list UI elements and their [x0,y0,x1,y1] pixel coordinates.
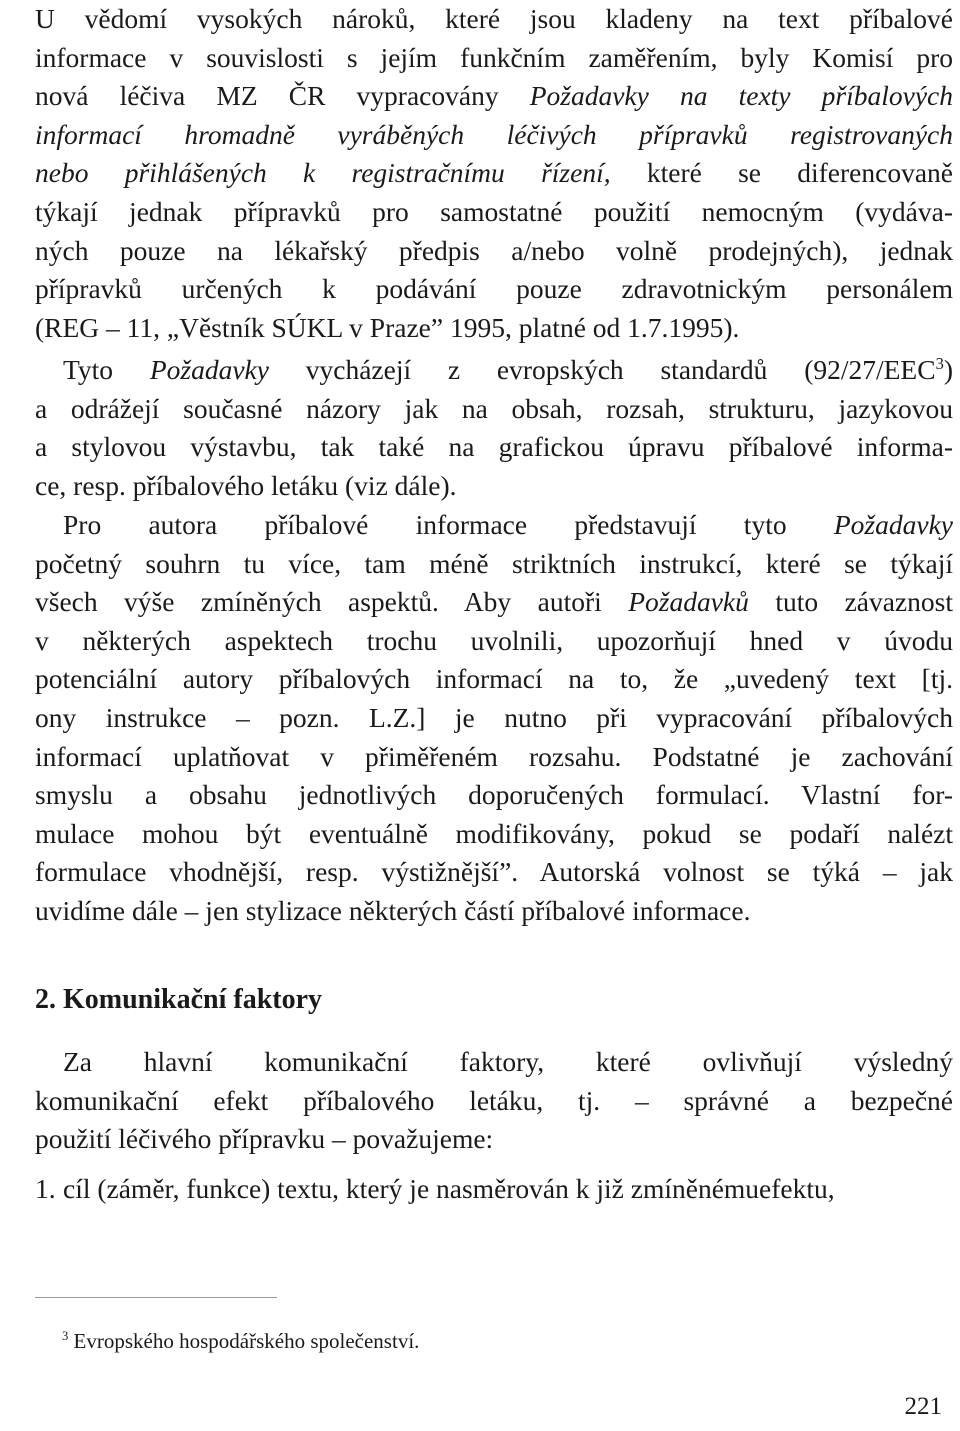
text-line: informace v souvislosti s jejím funkčním zaměřením, byly Komisí pro [35,41,953,73]
text-line: Tyto Požadavky vycházejí z evropských standardů (92/27/EEC$^3$) [63,353,953,385]
paragraph-4 [35,1043,953,1159]
text-line: přípravků určených k podávání pouze zdravotnickým personálem [35,273,953,305]
text-line: potenciální autory příbalových informací na to, že „uvedený text [tj. [35,663,953,695]
text-line: U vědomí vysokých nároků, které jsou kladeny na text příbalové [35,3,953,34]
text-line: Za hlavní komunikační faktory, které ovlivňují výsledný [63,1046,953,1077]
paragraph-1 [35,0,953,347]
footnote-divider [35,1297,277,1298]
text-line: ných pouze na lékařský předpis a/nebo volně prodejných), jednak [35,234,953,266]
text-line: a stylovou výstavbu, tak také na grafickou úpravu příbalové informa- [35,431,953,463]
text-line: smyslu a obsahu jednotlivých doporučených formulací. Vlastní for- [35,779,953,811]
footnote [62,1328,419,1354]
text-line: ce, resp. příbalového letáku (viz dále). [35,469,457,501]
text-line: použití léčivého přípravku – považujeme: [35,1123,494,1155]
text-line: početný souhrn tu více, tam méně striktních instrukcí, které se týkají [35,547,953,579]
text-line: a odrážejí současné názory jak na obsah, rozsah, strukturu, jazykovou [35,392,953,424]
footnote-reference: 3 [935,353,944,373]
paragraph-3 [35,506,953,931]
text-line: efektu, [759,1173,835,1204]
text-line: cíl (záměr, funkce) textu, který je nasměrován k již zmíněnému [63,1173,760,1204]
text-line: Pro autora příbalové informace představují tyto Požadavky [63,509,953,540]
list-item-number: 1. [35,1173,56,1204]
text-line: týkají jednak přípravků pro samostatné použití nemocným (vydáva- [35,195,953,227]
text-line: nová léčiva MZ ČR vypracovány Požadavky na texty příbalových [35,80,953,112]
footnote-text: Evropského hospodářského společenství. [73,1329,420,1353]
text-line: ony instrukce – pozn. L.Z.] je nutno při vypracování příbalových [35,701,953,733]
text-line: v některých aspektech trochu uvolnili, upozorňují hned v úvodu [35,624,953,656]
footnote-marker: 3 [62,1329,69,1343]
list-item-1 [35,1170,953,1209]
text-line: nebo přihlášených k registračnímu řízení, které se diferencovaně [35,157,953,189]
text-line: informací hromadně vyráběných léčivých přípravků registrovaných [35,118,953,150]
text-line: informací uplatňovat v přiměřeném rozsahu. Podstatné je zachování [35,740,953,772]
text-line: všech výše zmíněných aspektů. Aby autoři Požadavků tuto závaznost [35,586,953,618]
text-line: komunikační efekt příbalového letáku, tj. – správné a bezpečné [35,1084,953,1116]
page-number: 221 [904,1393,942,1420]
text-line: formulace vhodnější, resp. výstižnější”. Autorská volnost se týká – jak [35,856,953,888]
text-line: mulace mohou být eventuálně modifikovány, pokud se podaří nalézt [35,817,953,849]
section-heading: 2. Komunikační faktory [35,984,323,1015]
text-line: uvidíme dále – jen stylizace některých částí příbalové informace. [35,894,751,926]
paragraph-2 [35,351,953,505]
text-line: (REG – 11, „Věstník SÚKL v Praze” 1995, platné od 1.7.1995). [35,311,740,343]
